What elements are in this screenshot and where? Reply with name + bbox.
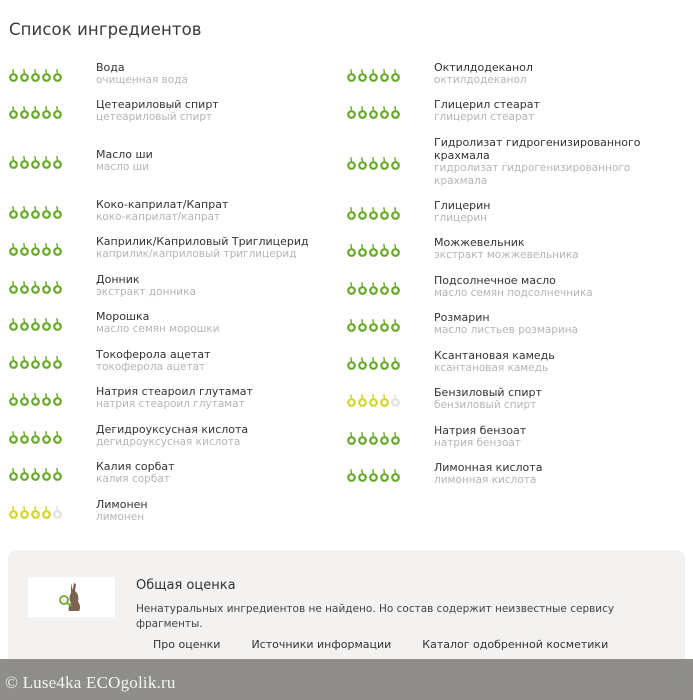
rating-berries	[8, 278, 96, 294]
rating-berries	[346, 466, 434, 482]
berry-filled-icon	[368, 206, 379, 220]
berry-filled-icon	[346, 468, 357, 482]
berry-filled-icon	[357, 281, 368, 295]
berry-filled-icon	[8, 105, 19, 119]
berry-filled-icon	[346, 356, 357, 370]
berry-filled-icon	[368, 105, 379, 119]
ingredient-row	[346, 198, 676, 226]
berry-filled-icon	[52, 467, 63, 481]
ingredient-row	[8, 347, 338, 375]
berry-filled-icon	[390, 431, 401, 445]
berry-filled-icon	[30, 355, 41, 369]
berry-empty-icon	[390, 393, 401, 407]
berry-filled-icon	[368, 393, 379, 407]
berry-filled-icon	[52, 430, 63, 444]
ingredient-inci: масло семян подсолнечника	[434, 286, 593, 299]
ingredient-inci: лимонная кислота	[434, 474, 537, 487]
ingredient-inci: натрия бензоат	[434, 436, 521, 449]
rating-berries	[8, 240, 96, 256]
ingredient-text	[434, 98, 540, 124]
berry-filled-icon	[8, 68, 19, 82]
ingredient-inci: глицерин	[434, 211, 488, 224]
berry-filled-icon	[41, 430, 52, 444]
ingredient-text	[434, 424, 526, 450]
ingredient-text	[96, 273, 196, 299]
ingredient-text	[434, 236, 579, 262]
berry-filled-icon	[346, 206, 357, 220]
berry-filled-icon	[30, 105, 41, 119]
berry-filled-icon	[368, 468, 379, 482]
berry-filled-icon	[357, 105, 368, 119]
rating-berries	[346, 429, 434, 445]
berry-filled-icon	[390, 206, 401, 220]
ingredient-name: Натрия бензоат	[434, 423, 527, 437]
page-title: Список ингредиентов	[9, 20, 202, 39]
link-approved-cosmetics-catalog[interactable]: Каталог одобренной косметики	[422, 638, 609, 651]
ingredient-text	[434, 461, 542, 487]
berry-filled-icon	[41, 280, 52, 294]
ingredient-row	[8, 497, 338, 525]
ingredient-text	[96, 385, 253, 411]
berry-filled-icon	[30, 68, 41, 82]
ingredient-text	[96, 423, 248, 449]
rating-berries	[8, 390, 96, 406]
ingredient-name: Каприлик/Каприловый Триглицерид	[96, 235, 309, 249]
ingredient-inci: экстракт донника	[96, 285, 196, 298]
berry-filled-icon	[52, 155, 63, 169]
rating-berries	[8, 465, 96, 481]
berry-filled-icon	[390, 318, 401, 332]
ingredient-name: Лимонен	[96, 497, 148, 511]
ingredient-text	[434, 311, 578, 337]
ingredient-row	[8, 385, 338, 413]
berry-filled-icon	[19, 430, 30, 444]
berry-filled-icon	[357, 68, 368, 82]
ingredient-text	[96, 310, 219, 336]
berry-filled-icon	[357, 393, 368, 407]
rating-berries	[8, 103, 96, 119]
berry-filled-icon	[8, 205, 19, 219]
berry-filled-icon	[30, 317, 41, 331]
rating-berries	[8, 353, 96, 369]
berry-filled-icon	[19, 467, 30, 481]
ingredient-name: Бензиловый спирт	[434, 386, 542, 400]
ingredient-name: Глицерил стеарат	[434, 98, 540, 112]
berry-filled-icon	[30, 155, 41, 169]
ingredient-inci: экстракт можжевельника	[434, 249, 579, 262]
ingredient-inci: каприлик/каприловый триглицерид	[96, 248, 297, 261]
ingredient-row	[8, 60, 338, 88]
ingredient-row	[8, 310, 338, 338]
berry-filled-icon	[368, 68, 379, 82]
berry-filled-icon	[390, 68, 401, 82]
ingredient-row	[346, 60, 676, 88]
ingredient-name: Лимонная кислота	[434, 461, 543, 475]
berry-filled-icon	[8, 155, 19, 169]
rating-berries	[8, 428, 96, 444]
watermark-bar	[0, 659, 693, 700]
rating-berries	[346, 241, 434, 257]
ingredient-row	[8, 197, 338, 225]
ingredient-text	[96, 98, 219, 124]
berry-filled-icon	[390, 156, 401, 170]
berry-filled-icon	[30, 467, 41, 481]
ingredient-name: Дегидроуксусная кислота	[96, 422, 249, 436]
berry-filled-icon	[8, 317, 19, 331]
rating-berries	[346, 391, 434, 407]
rating-berries	[8, 203, 96, 219]
berry-filled-icon	[52, 105, 63, 119]
rating-berries	[346, 316, 434, 332]
berry-filled-icon	[379, 356, 390, 370]
ingredient-text	[434, 61, 533, 87]
berry-filled-icon	[30, 505, 41, 519]
berry-filled-icon	[19, 355, 30, 369]
berry-filled-icon	[19, 205, 30, 219]
berry-filled-icon	[19, 505, 30, 519]
berry-filled-icon	[346, 105, 357, 119]
rating-berries	[346, 154, 434, 170]
ingredient-text	[96, 148, 153, 174]
berry-filled-icon	[357, 318, 368, 332]
ingredient-text	[96, 498, 148, 524]
berry-filled-icon	[379, 105, 390, 119]
berry-filled-icon	[41, 392, 52, 406]
berry-filled-icon	[390, 468, 401, 482]
berry-filled-icon	[379, 243, 390, 257]
ingredient-name: Вода	[96, 60, 125, 74]
berry-filled-icon	[19, 242, 30, 256]
berry-filled-icon	[30, 205, 41, 219]
berry-filled-icon	[8, 280, 19, 294]
berry-filled-icon	[41, 505, 52, 519]
ingredient-inci: масло ши	[96, 161, 150, 173]
ingredient-inci: глицерил стеарат	[434, 111, 535, 124]
berry-filled-icon	[368, 431, 379, 445]
rating-berries	[346, 103, 434, 119]
berry-filled-icon	[19, 155, 30, 169]
ingredient-inci: масло листьев розмарина	[434, 324, 579, 337]
ingredient-row	[8, 422, 338, 450]
berry-filled-icon	[379, 431, 390, 445]
berry-filled-icon	[41, 242, 52, 256]
ingredient-text	[434, 136, 654, 188]
ingredient-row	[346, 236, 676, 264]
berry-filled-icon	[41, 467, 52, 481]
berry-filled-icon	[390, 243, 401, 257]
ingredient-row	[346, 98, 676, 126]
ingredient-row	[346, 311, 676, 339]
berry-filled-icon	[390, 356, 401, 370]
berry-empty-icon	[52, 505, 63, 519]
ingredient-name: Морошка	[96, 310, 150, 324]
berry-filled-icon	[346, 318, 357, 332]
summary-logo	[28, 577, 115, 617]
ingredient-name: Глицерин	[434, 198, 491, 212]
watermark-text: © Luse4ka ECOgolik.ru	[5, 673, 176, 692]
berry-filled-icon	[379, 393, 390, 407]
rabbit-magnifier-icon	[57, 580, 87, 614]
berry-filled-icon	[8, 505, 19, 519]
ingredient-inci: коко-каприлат/капрат	[96, 210, 221, 223]
ingredient-row	[8, 135, 338, 187]
ingredient-row	[346, 386, 676, 414]
ingredients-column-right	[346, 60, 676, 498]
berry-filled-icon	[41, 68, 52, 82]
berry-filled-icon	[357, 356, 368, 370]
ingredient-inci: октилдодеканол	[434, 73, 527, 86]
ingredient-name: Калия сорбат	[96, 460, 175, 474]
berry-filled-icon	[8, 430, 19, 444]
berry-filled-icon	[30, 430, 41, 444]
ingredient-inci: очищенная вода	[96, 73, 188, 86]
ingredient-inci: цетеариловый спирт	[96, 111, 213, 124]
rating-berries	[346, 66, 434, 82]
berry-filled-icon	[19, 280, 30, 294]
ingredient-name: Масло ши	[96, 148, 153, 161]
ingredient-name: Гидролизат гидрогенизированного крахмала	[434, 135, 641, 162]
ingredient-text	[434, 199, 490, 225]
ingredient-name: Ксантановая камедь	[434, 348, 555, 362]
berry-filled-icon	[8, 392, 19, 406]
berry-filled-icon	[346, 68, 357, 82]
link-about-ratings[interactable]: Про оценки	[153, 638, 221, 651]
ingredient-row	[8, 272, 338, 300]
berry-filled-icon	[346, 281, 357, 295]
berry-filled-icon	[52, 205, 63, 219]
ingredient-name: Подсолнечное масло	[434, 273, 556, 287]
ingredient-row	[346, 348, 676, 376]
berry-filled-icon	[346, 243, 357, 257]
berry-filled-icon	[41, 105, 52, 119]
berry-filled-icon	[379, 281, 390, 295]
ingredient-inci: масло семян морошки	[96, 323, 220, 336]
berry-filled-icon	[8, 355, 19, 369]
berry-filled-icon	[368, 318, 379, 332]
ingredient-inci: бензиловый спирт	[434, 399, 537, 412]
ingredient-name: Натрия стеароил глутамат	[96, 385, 253, 399]
berry-filled-icon	[52, 317, 63, 331]
berry-filled-icon	[52, 280, 63, 294]
rating-berries	[346, 354, 434, 370]
ingredient-name: Коко-каприлат/Капрат	[96, 197, 229, 211]
ingredient-row	[346, 135, 676, 188]
berry-filled-icon	[357, 468, 368, 482]
ingredient-text	[434, 386, 542, 412]
berry-filled-icon	[357, 206, 368, 220]
berry-filled-icon	[379, 156, 390, 170]
berry-filled-icon	[52, 68, 63, 82]
berry-filled-icon	[346, 156, 357, 170]
ingredient-text	[96, 61, 188, 87]
ingredient-name: Цетеариловый спирт	[96, 98, 219, 112]
berry-filled-icon	[368, 243, 379, 257]
berry-filled-icon	[368, 156, 379, 170]
berry-filled-icon	[19, 392, 30, 406]
ingredient-text	[96, 198, 228, 224]
ingredient-inci: натрия стеароил глутамат	[96, 398, 245, 411]
ingredient-text	[434, 274, 593, 300]
berry-filled-icon	[368, 281, 379, 295]
berry-filled-icon	[30, 242, 41, 256]
ingredient-inci: токоферола ацетат	[96, 360, 206, 373]
berry-filled-icon	[19, 68, 30, 82]
berry-filled-icon	[41, 155, 52, 169]
berry-filled-icon	[41, 355, 52, 369]
ingredient-row	[346, 423, 676, 451]
rating-berries	[8, 153, 96, 169]
berry-filled-icon	[390, 105, 401, 119]
berry-filled-icon	[357, 431, 368, 445]
ingredient-row	[8, 98, 338, 126]
berry-filled-icon	[52, 242, 63, 256]
berry-filled-icon	[379, 206, 390, 220]
berry-filled-icon	[30, 392, 41, 406]
ingredients-column-left	[8, 60, 338, 535]
rating-berries	[8, 315, 96, 331]
ingredient-row	[8, 235, 338, 263]
berry-filled-icon	[8, 242, 19, 256]
berry-filled-icon	[30, 280, 41, 294]
ingredient-row	[346, 273, 676, 301]
ingredient-inci: дегидроуксусная кислота	[96, 435, 241, 448]
berry-filled-icon	[8, 467, 19, 481]
ingredient-name: Можжевельник	[434, 236, 525, 250]
berry-filled-icon	[357, 156, 368, 170]
rating-berries	[346, 204, 434, 220]
ingredient-row	[8, 460, 338, 488]
summary-text: Ненатуральных ингредиентов не найдено. Но состав содержит неизвестные сервису фрагменты.	[136, 603, 615, 630]
rating-berries	[346, 279, 434, 295]
ingredient-text	[96, 460, 175, 486]
berry-filled-icon	[390, 281, 401, 295]
berry-filled-icon	[379, 68, 390, 82]
berry-filled-icon	[368, 356, 379, 370]
berry-filled-icon	[52, 392, 63, 406]
rating-berries	[8, 66, 96, 82]
link-information-sources[interactable]: Источники информации	[251, 638, 392, 651]
ingredient-name: Октилдодеканол	[434, 60, 533, 74]
berry-filled-icon	[19, 105, 30, 119]
ingredient-inci: калия сорбат	[96, 473, 170, 486]
ingredient-text	[96, 348, 211, 374]
berry-filled-icon	[346, 393, 357, 407]
berry-filled-icon	[52, 355, 63, 369]
ingredient-text	[96, 235, 309, 261]
ingredient-row	[346, 461, 676, 489]
rating-berries	[8, 503, 96, 519]
summary-links	[153, 638, 608, 651]
ingredient-name: Розмарин	[434, 311, 490, 325]
ingredient-inci: гидролизат гидрогенизированного крахмала	[434, 161, 631, 187]
berry-filled-icon	[41, 317, 52, 331]
berry-filled-icon	[357, 243, 368, 257]
berry-filled-icon	[346, 431, 357, 445]
berry-filled-icon	[41, 205, 52, 219]
ingredient-inci: лимонен	[96, 510, 145, 523]
ingredient-inci: ксантановая камедь	[434, 361, 549, 374]
berry-filled-icon	[379, 318, 390, 332]
berry-filled-icon	[19, 317, 30, 331]
berry-filled-icon	[379, 468, 390, 482]
ingredient-name: Донник	[96, 272, 140, 286]
summary-title: Общая оценка	[136, 578, 236, 593]
ingredient-text	[434, 349, 555, 375]
ingredient-name: Токоферола ацетат	[96, 347, 211, 361]
